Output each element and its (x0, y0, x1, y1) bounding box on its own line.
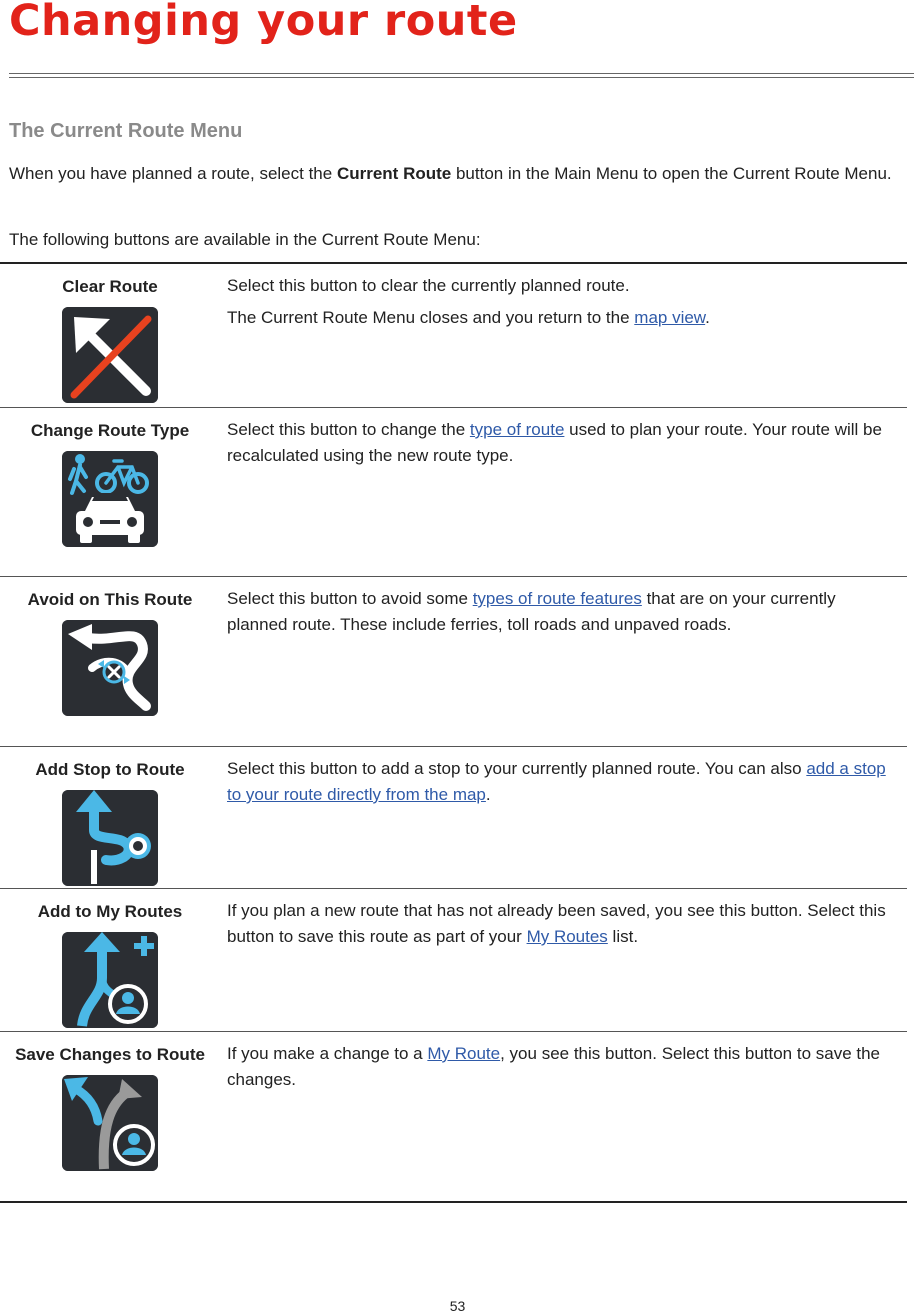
description-line (227, 1041, 897, 1093)
description-text: If you make a change to a (227, 1044, 428, 1063)
page-number: 53 (449, 1298, 466, 1314)
description-cell (227, 756, 897, 814)
button-cell (0, 577, 220, 716)
add-to-my-routes-icon (62, 932, 158, 1028)
map-view-link[interactable]: map view (634, 308, 706, 327)
button-name: Add to My Routes (37, 902, 183, 921)
description-cell (227, 1041, 897, 1099)
intro-text-2: button in the Main Menu to open the Current Route Menu. (451, 164, 892, 183)
description-line (227, 586, 897, 638)
route-features-link[interactable]: types of route features (472, 589, 642, 608)
button-name: Avoid on This Route (27, 590, 193, 609)
change-route-type-icon (62, 451, 158, 547)
description-cell (227, 273, 897, 337)
description-cell (227, 586, 897, 644)
button-name: Save Changes to Route (15, 1045, 205, 1064)
table-row-clear-route (0, 264, 907, 408)
description-line: Select this button to clear the currently planned route. (227, 276, 630, 295)
description-text: The Current Route Menu closes and you return to the (227, 308, 635, 327)
description-text: that are on your currently planned route. These include ferries, toll roads and unpaved roads. (227, 589, 836, 634)
description-text: list. (607, 927, 639, 946)
my-routes-link[interactable]: My Routes (526, 927, 608, 946)
type-of-route-link[interactable]: type of route (469, 420, 565, 439)
description-text: , you see this button. Select this button to save the changes. (227, 1044, 881, 1089)
table-row-add-to-my-routes (0, 889, 907, 1032)
description-line (227, 756, 897, 808)
table-row-add-stop (0, 747, 907, 889)
section-heading: The Current Route Menu (9, 120, 243, 142)
buttons-intro: The following buttons are available in the Current Route Menu: (9, 230, 481, 249)
page-title: Changing your route (9, 0, 518, 46)
intro-text-1: When you have planned a route, select the (9, 164, 337, 183)
add-stop-from-map-link[interactable]: add a stop to your route directly from the map (227, 759, 886, 804)
table-row-change-route-type (0, 408, 907, 577)
button-cell (0, 747, 220, 886)
button-cell (0, 1032, 220, 1171)
description-text: Select this button to change the (227, 420, 470, 439)
description-text: . (485, 785, 491, 804)
description-cell (227, 898, 897, 956)
description-cell (227, 417, 897, 475)
intro-paragraph (9, 161, 909, 187)
button-cell (0, 889, 220, 1028)
button-name: Clear Route (62, 277, 158, 296)
buttons-table (0, 262, 907, 1203)
description-text: Select this button to add a stop to your currently planned route. You can also (227, 759, 807, 778)
button-name: Change Route Type (30, 421, 190, 440)
table-row-save-changes (0, 1032, 907, 1203)
description-text: . (705, 308, 710, 327)
description-line (227, 898, 897, 950)
description-text: If you plan a new route that has not already been saved, you see this button. Select this button to save this route as part of your (227, 901, 886, 946)
description-text: used to plan your route. Your route will be recalculated using the new route type. (227, 420, 882, 465)
button-name: Add Stop to Route (35, 760, 185, 779)
button-cell (0, 264, 220, 403)
clear-route-icon (62, 307, 158, 403)
intro-bold-current-route: Current Route (336, 164, 452, 183)
add-stop-icon (62, 790, 158, 886)
description-line (227, 417, 897, 469)
description-line (227, 305, 897, 331)
avoid-on-route-icon (62, 620, 158, 716)
table-row-avoid-on-route (0, 577, 907, 747)
button-cell (0, 408, 220, 547)
description-text: Select this button to avoid some (227, 589, 473, 608)
save-changes-icon (62, 1075, 158, 1171)
my-route-link[interactable]: My Route (427, 1044, 501, 1063)
title-divider (9, 73, 914, 78)
